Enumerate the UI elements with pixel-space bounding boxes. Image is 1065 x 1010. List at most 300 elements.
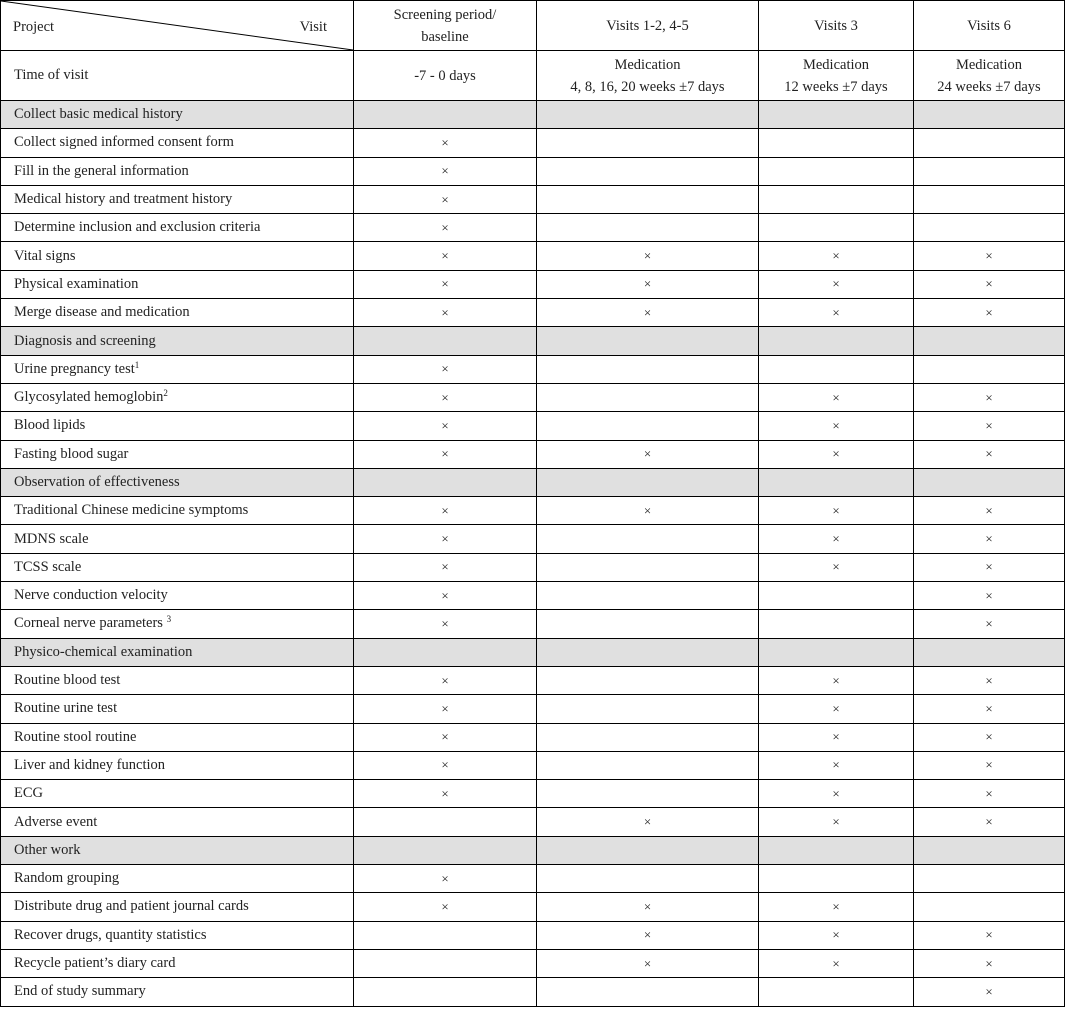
time-cell-line2: 4, 8, 16, 20 weeks ±7 days [570,78,725,95]
column-header-line1: Visits 1-2, 4-5 [606,17,689,34]
check-mark: × [643,814,652,830]
section-empty-cell [914,327,1065,355]
time-cell-line2: 24 weeks ±7 days [937,78,1041,95]
table-row [1,723,1065,751]
schedule-cell [914,610,1065,638]
row-label: Fill in the general information [14,162,189,179]
section-row [1,101,1065,129]
schedule-cell [354,893,537,921]
row-label-cell [1,383,354,411]
schedule-cell [914,695,1065,723]
footnote-marker: 3 [166,614,172,625]
schedule-cell [759,808,914,836]
row-label: Adverse event [14,813,98,830]
row-label: Recover drugs, quantity statistics [14,926,207,943]
schedule-cell [537,525,759,553]
schedule-cell [354,978,537,1006]
schedule-cell [537,299,759,327]
section-empty-cell [914,836,1065,864]
schedule-cell [759,723,914,751]
row-label: Traditional Chinese medicine symptoms [14,502,249,519]
check-mark: × [832,502,840,518]
row-label-cell [1,440,354,468]
check-mark: × [985,304,993,320]
schedule-cell [537,978,759,1006]
check-mark: × [441,248,449,264]
row-label-cell [1,129,354,157]
table-row [1,185,1065,213]
check-mark: × [441,304,449,320]
row-label-cell [1,666,354,694]
schedule-cell [914,299,1065,327]
row-label-cell [1,582,354,610]
schedule-cell [759,355,914,383]
check-mark: × [985,276,993,292]
check-mark: × [643,276,652,292]
schedule-cell [537,553,759,581]
row-label: Collect signed informed consent form [14,134,234,151]
row-label: Corneal nerve parameters [14,615,167,632]
schedule-cell [537,185,759,213]
table-row [1,497,1065,525]
section-row [1,836,1065,864]
schedule-cell [914,383,1065,411]
check-mark: × [441,276,449,292]
schedule-cell [759,497,914,525]
schedule-cell [354,440,537,468]
schedule-cell [759,525,914,553]
row-label-cell [1,299,354,327]
check-mark: × [441,700,449,716]
table-row [1,610,1065,638]
schedule-cell [537,582,759,610]
row-label-cell [1,553,354,581]
section-empty-cell [537,101,759,129]
schedule-cell [914,949,1065,977]
schedule-cell [537,214,759,242]
section-empty-cell [537,836,759,864]
check-mark: × [985,814,993,830]
schedule-cell [759,553,914,581]
check-mark: × [832,389,840,405]
schedule-cell [537,695,759,723]
section-empty-cell [759,468,914,496]
row-label: Nerve conduction velocity [14,587,168,604]
schedule-cell [537,270,759,298]
row-label: Vital signs [14,247,76,264]
schedule-cell [914,865,1065,893]
row-label: Distribute drug and patient journal cards [14,898,249,915]
column-header-line1: Visits 3 [814,17,858,34]
column-header-line1: Visits 6 [967,17,1011,34]
schedule-cell [354,214,537,242]
schedule-cell [537,921,759,949]
check-mark: × [832,559,840,575]
section-empty-cell [354,836,537,864]
table-row [1,355,1065,383]
schedule-cell [759,582,914,610]
column-header-visits-1-2-4-5 [537,1,759,51]
row-label-cell [1,921,354,949]
check-mark: × [441,446,449,462]
check-mark: × [643,898,652,914]
schedule-cell [354,921,537,949]
table-row [1,780,1065,808]
check-mark: × [985,700,993,716]
schedule-cell [537,723,759,751]
section-empty-cell [759,101,914,129]
check-mark: × [441,191,449,207]
schedule-cell [354,185,537,213]
time-cell-line1: -7 - 0 days [414,67,476,84]
row-label-cell [1,808,354,836]
project-label: Project [13,19,55,35]
schedule-cell [759,610,914,638]
time-cell-screening [354,51,537,101]
check-mark: × [985,559,993,575]
check-mark: × [832,814,840,830]
schedule-cell [537,666,759,694]
row-label: Determine inclusion and exclusion criteria [14,219,261,236]
schedule-cell [537,751,759,779]
schedule-cell [354,723,537,751]
section-row [1,327,1065,355]
section-empty-cell [537,468,759,496]
check-mark: × [643,927,652,943]
schedule-cell [914,185,1065,213]
row-label: ECG [14,785,43,802]
check-mark: × [643,248,652,264]
schedule-cell [759,978,914,1006]
section-empty-cell [759,638,914,666]
check-mark: × [441,531,449,547]
schedule-cell [354,525,537,553]
schedule-cell [354,582,537,610]
schedule-cell [759,185,914,213]
check-mark: × [441,134,449,150]
section-title: Other work [1,836,354,864]
column-header-visit-3 [759,1,914,51]
schedule-cell [914,412,1065,440]
check-mark: × [985,446,993,462]
table-row [1,157,1065,185]
table-row [1,695,1065,723]
check-mark: × [985,757,993,773]
check-mark: × [441,559,449,575]
section-empty-cell [914,101,1065,129]
section-empty-cell [914,638,1065,666]
check-mark: × [985,927,993,943]
row-label-cell [1,525,354,553]
schedule-cell [759,695,914,723]
schedule-cell [354,808,537,836]
check-mark: × [832,955,840,971]
table-row [1,553,1065,581]
section-empty-cell [537,638,759,666]
check-mark: × [441,729,449,745]
check-mark: × [441,672,449,688]
check-mark: × [985,983,993,999]
check-mark: × [832,672,840,688]
footnote-marker: 1 [134,359,140,370]
row-label: Liver and kidney function [14,756,165,773]
schedule-cell [759,949,914,977]
schedule-cell [914,751,1065,779]
schedule-cell [354,553,537,581]
check-mark: × [985,955,993,971]
check-mark: × [832,700,840,716]
time-cell-visit-6 [914,51,1065,101]
schedule-cell [759,129,914,157]
section-title: Diagnosis and screening [1,327,354,355]
row-label-cell [1,893,354,921]
column-header-screening [354,1,537,51]
check-mark: × [985,389,993,405]
section-empty-cell [537,327,759,355]
check-mark: × [985,672,993,688]
schedule-cell [354,695,537,723]
table-row [1,582,1065,610]
table-row [1,383,1065,411]
schedule-cell [354,497,537,525]
section-empty-cell [354,327,537,355]
table-row [1,893,1065,921]
time-cell-line1: Medication [614,56,681,73]
schedule-cell [759,214,914,242]
schedule-cell [354,299,537,327]
row-label-cell [1,412,354,440]
schedule-cell [537,129,759,157]
row-label-cell [1,610,354,638]
table-row [1,978,1065,1006]
row-label-cell [1,185,354,213]
table-row [1,440,1065,468]
schedule-cell [537,440,759,468]
schedule-cell [759,921,914,949]
row-label: Medical history and treatment history [14,191,233,208]
schedule-cell [354,610,537,638]
schedule-cell [914,129,1065,157]
check-mark: × [832,276,840,292]
schedule-cell [354,129,537,157]
section-title: Collect basic medical history [1,101,354,129]
check-mark: × [985,417,993,433]
schedule-cell [914,780,1065,808]
schedule-cell [354,780,537,808]
row-label-cell [1,723,354,751]
time-cell-line1: Medication [955,56,1023,73]
row-label: TCSS scale [14,558,82,575]
check-mark: × [441,361,449,377]
time-cell-line2: 12 weeks ±7 days [784,78,888,95]
check-mark: × [832,248,840,264]
row-label-cell [1,214,354,242]
schedule-cell [914,666,1065,694]
check-mark: × [985,615,993,631]
schedule-cell [354,355,537,383]
check-mark: × [985,785,993,801]
row-label: Fasting blood sugar [14,445,129,462]
row-label: Routine urine test [14,700,118,717]
check-mark: × [441,870,449,886]
schedule-cell [914,582,1065,610]
table-row [1,921,1065,949]
row-label-cell [1,242,354,270]
schedule-cell [537,949,759,977]
schedule-cell [354,157,537,185]
schedule-cell [537,893,759,921]
schedule-cell [914,355,1065,383]
table-row [1,129,1065,157]
check-mark: × [441,587,449,603]
row-label-cell [1,695,354,723]
column-header-line2: baseline [421,28,469,45]
row-label: Merge disease and medication [14,304,190,321]
schedule-cell [914,242,1065,270]
schedule-cell [914,553,1065,581]
schedule-cell [537,610,759,638]
table-row [1,525,1065,553]
section-row [1,468,1065,496]
table-row [1,214,1065,242]
check-mark: × [441,163,449,179]
check-mark: × [832,729,840,745]
check-mark: × [643,446,652,462]
schedule-cell [537,242,759,270]
row-label: MDNS scale [14,530,89,547]
schedule-cell [914,978,1065,1006]
check-mark: × [985,729,993,745]
check-mark: × [643,304,652,320]
project-visit-header-cell [1,1,354,51]
schedule-cell [759,865,914,893]
check-mark: × [832,531,840,547]
row-label: Random grouping [14,870,120,887]
check-mark: × [832,446,840,462]
schedule-cell [354,751,537,779]
schedule-cell [537,383,759,411]
section-empty-cell [354,468,537,496]
schedule-cell [759,666,914,694]
schedule-cell [914,157,1065,185]
schedule-cell [537,157,759,185]
check-mark: × [441,898,449,914]
check-mark: × [832,927,840,943]
table-row [1,242,1065,270]
table-row [1,751,1065,779]
row-label-cell [1,355,354,383]
schedule-cell [914,440,1065,468]
check-mark: × [441,389,449,405]
section-empty-cell [354,638,537,666]
schedule-cell [354,383,537,411]
table-row [1,865,1065,893]
check-mark: × [985,248,993,264]
row-label: Physical examination [14,275,139,292]
check-mark: × [985,531,993,547]
table-row [1,270,1065,298]
check-mark: × [441,785,449,801]
check-mark: × [441,219,449,235]
row-label: Recycle patient’s diary card [14,955,176,972]
header-row [1,1,1065,51]
check-mark: × [441,615,449,631]
section-title: Physico-chemical examination [1,638,354,666]
schedule-cell [354,242,537,270]
check-mark: × [832,417,840,433]
row-label-cell [1,157,354,185]
schedule-cell [759,751,914,779]
section-row [1,638,1065,666]
schedule-cell [759,157,914,185]
row-label-cell [1,949,354,977]
row-label-cell [1,780,354,808]
row-label: Blood lipids [14,417,86,434]
check-mark: × [643,955,652,971]
schedule-cell [759,780,914,808]
schedule-cell [914,893,1065,921]
time-of-visit-label: Time of visit [1,51,354,101]
column-header-visit-6 [914,1,1065,51]
schedule-cell [914,723,1065,751]
schedule-cell [354,666,537,694]
schedule-cell [914,525,1065,553]
table-row [1,412,1065,440]
schedule-cell [759,270,914,298]
check-mark: × [643,502,652,518]
check-mark: × [832,785,840,801]
table-row [1,299,1065,327]
time-cell-visits-1-2-4-5 [537,51,759,101]
schedule-cell [759,242,914,270]
column-header-line1: Screening period/ [393,6,497,23]
check-mark: × [985,502,993,518]
section-title: Observation of effectiveness [1,468,354,496]
schedule-cell [914,921,1065,949]
row-label: Routine stool routine [14,728,137,745]
schedule-cell [537,497,759,525]
table-row [1,949,1065,977]
table-row [1,666,1065,694]
schedule-cell [914,497,1065,525]
schedule-cell [914,214,1065,242]
check-mark: × [832,304,840,320]
row-label-cell [1,751,354,779]
check-mark: × [441,417,449,433]
check-mark: × [985,587,993,603]
check-mark: × [441,502,449,518]
schedule-cell [914,808,1065,836]
schedule-cell [759,299,914,327]
check-mark: × [832,757,840,773]
schedule-cell [537,412,759,440]
table-row [1,808,1065,836]
time-cell-line1: Medication [802,56,870,73]
schedule-cell [354,412,537,440]
row-label-cell [1,497,354,525]
check-mark: × [441,757,449,773]
row-label-cell [1,270,354,298]
time-cell-visit-3 [759,51,914,101]
footnote-marker: 2 [163,388,168,399]
row-label: End of study summary [14,983,146,1000]
check-mark: × [832,898,840,914]
time-of-visit-row [1,51,1065,101]
schedule-cell [537,355,759,383]
row-label-cell [1,978,354,1006]
section-empty-cell [914,468,1065,496]
schedule-cell [759,412,914,440]
